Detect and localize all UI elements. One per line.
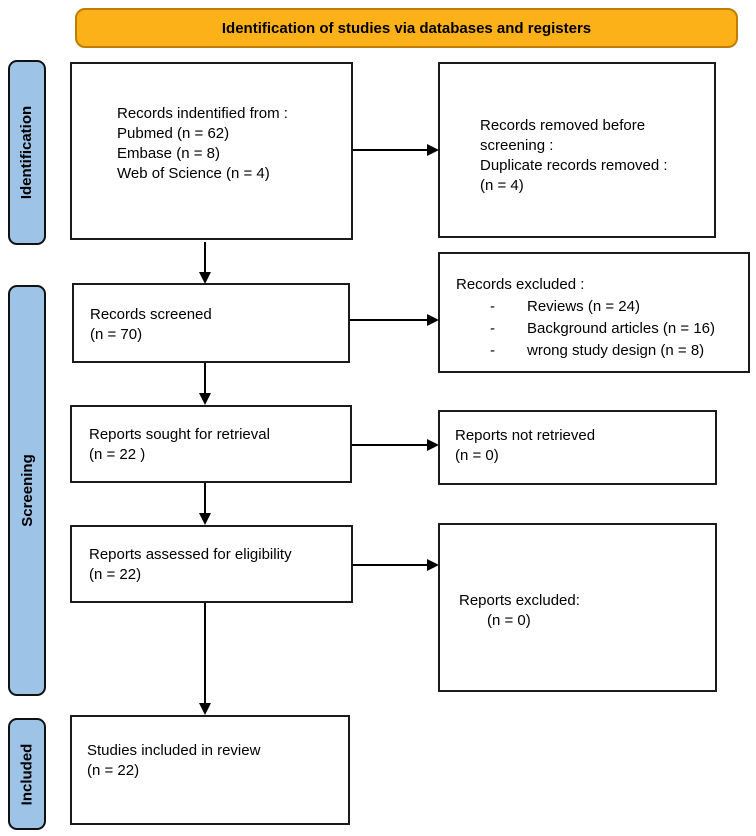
bullet-dash: -	[490, 320, 495, 337]
box-records-identified	[70, 62, 353, 240]
banner-label: Identification of studies via databases and registers	[221, 19, 592, 37]
list-item-text: wrong study design (n = 8)	[527, 342, 705, 359]
bullet-dash: -	[490, 298, 495, 315]
arrowhead-right-icon	[427, 559, 439, 571]
arrow-sought-to-not-retrieved	[352, 444, 429, 446]
box-line: screening :	[480, 137, 554, 154]
stage-label-screening: Screening	[18, 454, 36, 527]
arrowhead-right-icon	[427, 314, 439, 326]
banner	[75, 8, 738, 48]
box-line: Pubmed (n = 62)	[117, 125, 230, 142]
box-line: Web of Science (n = 4)	[117, 165, 270, 182]
box-line: Duplicate records removed :	[480, 157, 668, 174]
box-studies-included	[70, 715, 350, 825]
list-item-text: Background articles (n = 16)	[527, 320, 716, 337]
arrowhead-right-icon	[427, 144, 439, 156]
arrowhead-right-icon	[427, 439, 439, 451]
box-line: (n = 0)	[455, 447, 499, 464]
list-item	[456, 340, 742, 362]
arrow-screened-to-sought	[204, 363, 206, 395]
box-line: Records screened	[90, 306, 212, 323]
arrow-screened-to-excluded	[350, 319, 429, 321]
list-item	[456, 296, 742, 318]
box-line: Embase (n = 8)	[117, 145, 220, 162]
arrow-identified-to-screened	[204, 242, 206, 274]
box-reports-sought	[70, 405, 352, 483]
arrowhead-down-icon	[199, 393, 211, 405]
stage-bar-included	[8, 718, 46, 830]
list-item	[456, 318, 742, 340]
box-line: Records removed before	[480, 117, 646, 134]
list-item-text: Reviews (n = 24)	[527, 298, 640, 315]
box-line: (n = 22)	[89, 566, 142, 583]
box-line: (n = 22 )	[89, 446, 146, 463]
box-reports-not-retrieved	[438, 410, 717, 485]
box-line: (n = 0)	[487, 612, 531, 629]
arrowhead-down-icon	[199, 513, 211, 525]
box-records-excluded	[438, 252, 750, 373]
box-line: Records indentified from :	[117, 105, 288, 122]
stage-bar-identification	[8, 60, 46, 245]
box-records-screened	[72, 283, 350, 363]
box-line: (n = 4)	[480, 177, 524, 194]
box-line: Reports sought for retrieval	[89, 426, 270, 443]
arrow-assessed-to-included	[204, 603, 206, 705]
box-line: Studies included in review	[87, 742, 261, 759]
arrow-assessed-to-reports-excluded	[353, 564, 429, 566]
box-title: Records excluded :	[456, 276, 585, 293]
bullet-dash: -	[490, 342, 495, 359]
stage-label-identification: Identification	[18, 105, 36, 200]
stage-bar-screening	[8, 285, 46, 696]
arrowhead-down-icon	[199, 272, 211, 284]
box-line: (n = 70)	[90, 326, 143, 343]
box-line: Reports excluded:	[459, 592, 580, 609]
box-line: (n = 22)	[87, 762, 140, 779]
box-reports-assessed	[70, 525, 353, 603]
box-records-removed	[438, 62, 716, 238]
box-reports-excluded	[438, 523, 717, 692]
stage-label-included: Included	[18, 743, 36, 805]
arrowhead-down-icon	[199, 703, 211, 715]
box-line: Reports not retrieved	[455, 427, 596, 444]
arrow-sought-to-assessed	[204, 483, 206, 515]
arrow-identified-to-removed	[353, 149, 429, 151]
box-line: Reports assessed for eligibility	[89, 546, 292, 563]
